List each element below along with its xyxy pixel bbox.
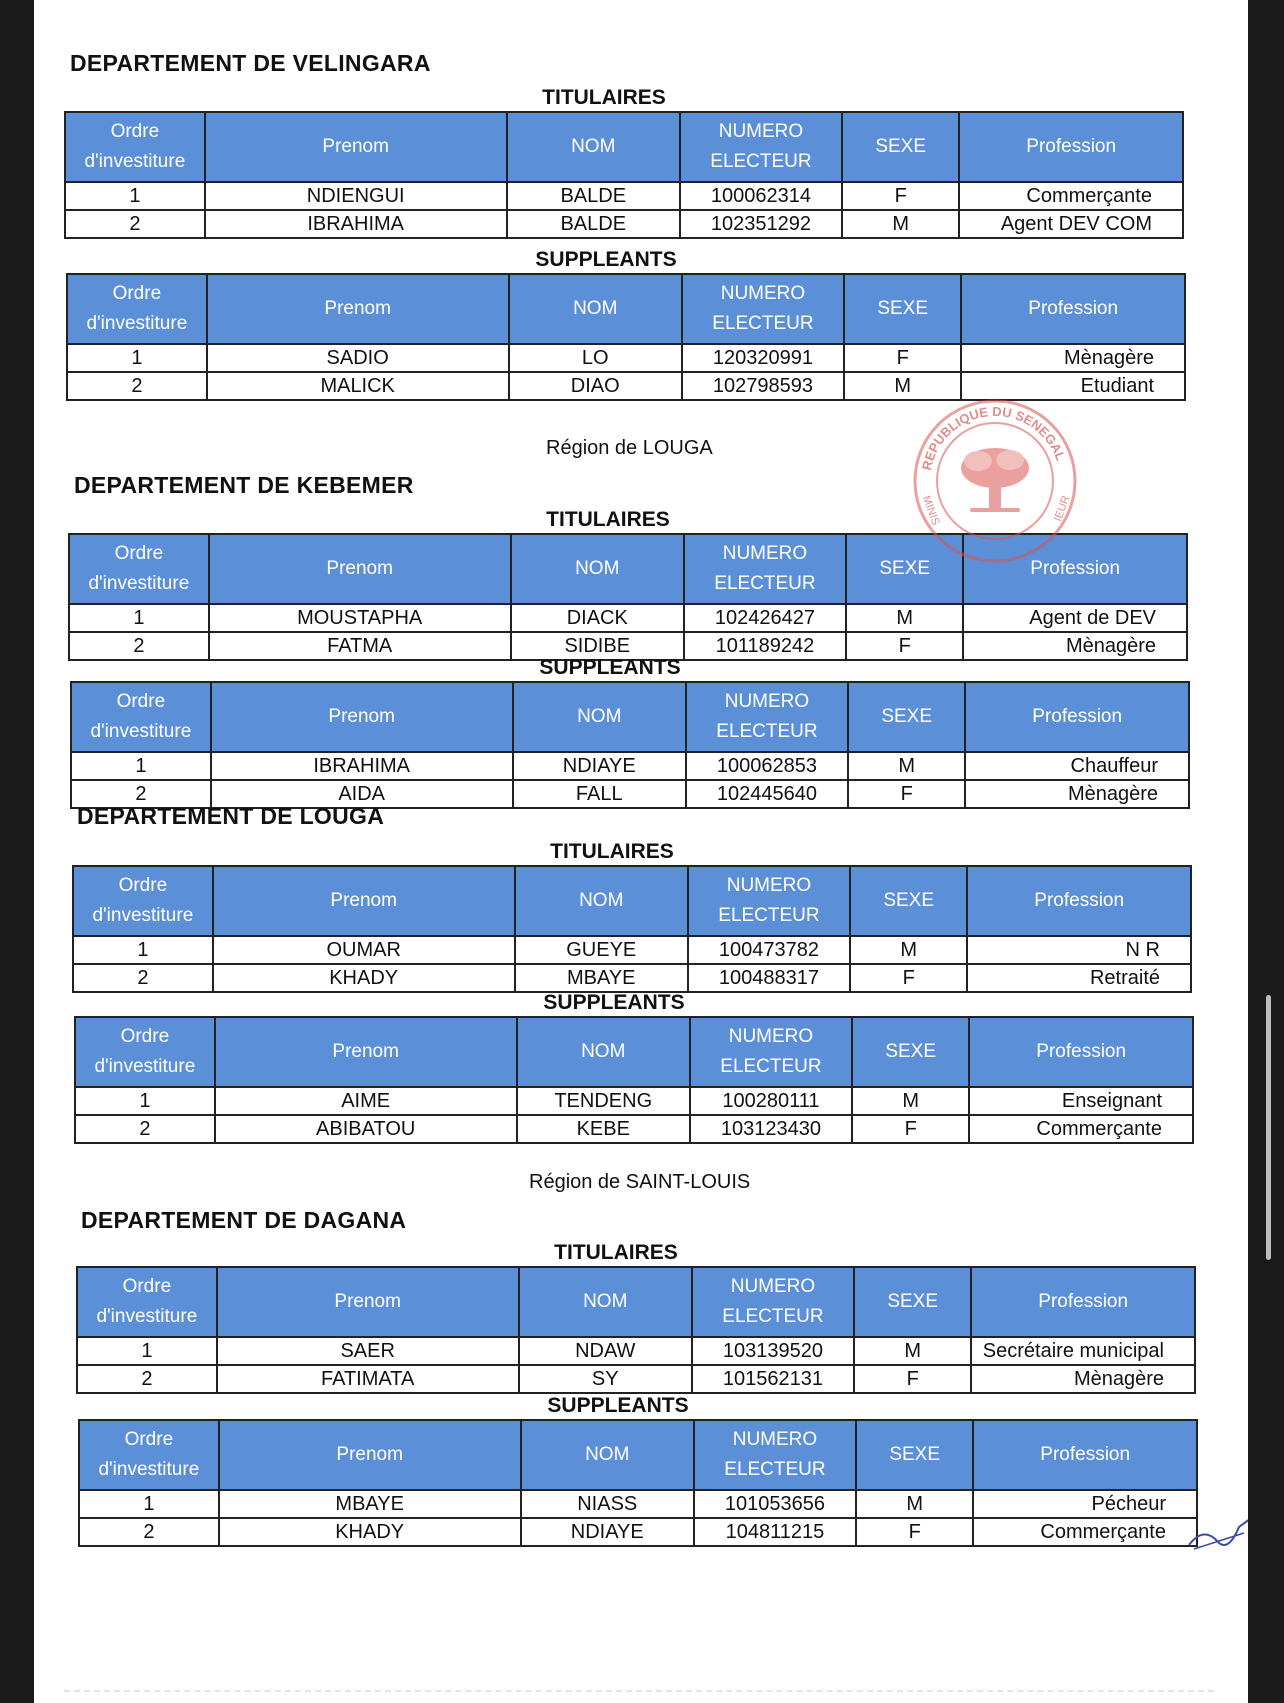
cell-numero-electeur: 102798593 (682, 372, 844, 400)
cell-numero-electeur: 101053656 (694, 1490, 856, 1518)
department-title: DEPARTEMENT DE VELINGARA (70, 50, 431, 76)
cell-nom: NDIAYE (513, 752, 686, 780)
cell-profession: Mènagère (965, 780, 1189, 808)
cell-profession: N R (967, 936, 1191, 964)
table-header-row (65, 112, 1183, 182)
header-prenom: Prenom (211, 682, 513, 752)
cell-prenom: AIDA (211, 780, 513, 808)
cell-prenom: SAER (217, 1337, 519, 1365)
page-bottom-rule (64, 1690, 1214, 1692)
titulaires-caption: TITULAIRES (542, 86, 666, 109)
suppleants-block (78, 1393, 1198, 1547)
cell-sexe: M (846, 604, 963, 632)
titulaires-block (64, 85, 1184, 239)
header-numero-electeur: NUMERO ELECTEUR (684, 534, 846, 604)
header-profession: Profession (965, 682, 1189, 752)
titulaires-table (76, 1266, 1196, 1394)
header-prenom: Prenom (215, 1017, 517, 1087)
cell-ordre: 2 (75, 1115, 215, 1143)
cell-sexe: F (842, 182, 959, 210)
cell-numero-electeur: 120320991 (682, 344, 844, 372)
cell-sexe: M (844, 372, 961, 400)
cell-nom: LO (509, 344, 682, 372)
header-nom: NOM (521, 1420, 694, 1490)
header-nom: NOM (511, 534, 684, 604)
cell-nom: NDAW (519, 1337, 692, 1365)
cell-prenom: KHADY (213, 964, 515, 992)
cell-prenom: FATMA (209, 632, 511, 660)
cell-numero-electeur: 102351292 (680, 210, 842, 238)
header-ordre: Ordre d'investiture (79, 1420, 219, 1490)
cell-sexe: F (856, 1518, 973, 1546)
suppleants-block (66, 247, 1186, 401)
cell-ordre: 1 (67, 344, 207, 372)
header-ordre: Ordre d'investiture (73, 866, 213, 936)
titulaires-block (72, 839, 1192, 993)
cell-ordre: 1 (69, 604, 209, 632)
official-stamp (910, 396, 1080, 566)
suppleants-table (66, 273, 1186, 401)
header-profession: Profession (963, 534, 1187, 604)
stamp-text-right: IEUR (1052, 494, 1073, 524)
header-sexe: SEXE (852, 1017, 969, 1087)
cell-sexe: M (848, 752, 965, 780)
cell-nom: DIAO (509, 372, 682, 400)
cell-nom: NIASS (521, 1490, 694, 1518)
header-nom: NOM (517, 1017, 690, 1087)
cell-ordre: 1 (73, 936, 213, 964)
cell-ordre: 1 (65, 182, 205, 210)
cell-numero-electeur: 100473782 (688, 936, 850, 964)
header-profession: Profession (959, 112, 1183, 182)
cell-profession: Mènagère (961, 344, 1185, 372)
cell-prenom: ABIBATOU (215, 1115, 517, 1143)
header-profession: Profession (961, 274, 1185, 344)
suppleants-table (78, 1419, 1198, 1547)
cell-profession: Agent DEV COM (959, 210, 1183, 238)
table-row (75, 1087, 1193, 1115)
region-title: Région de SAINT-LOUIS (529, 1171, 751, 1193)
suppleants-table (74, 1016, 1194, 1144)
header-ordre: Ordre d'investiture (69, 534, 209, 604)
cell-profession: Retraité (967, 964, 1191, 992)
header-sexe: SEXE (854, 1267, 971, 1337)
cell-profession: Agent de DEV (963, 604, 1187, 632)
header-numero-electeur: NUMERO ELECTEUR (694, 1420, 856, 1490)
cell-nom: BALDE (507, 182, 680, 210)
table-row (65, 210, 1183, 238)
cell-profession: Commerçante (973, 1518, 1197, 1546)
document-page (34, 0, 1248, 1703)
cell-sexe: F (848, 780, 965, 808)
header-numero-electeur: NUMERO ELECTEUR (680, 112, 842, 182)
suppleants-block (70, 655, 1190, 809)
cell-numero-electeur: 100062853 (686, 752, 848, 780)
cell-profession: Commerçante (959, 182, 1183, 210)
cell-prenom: KHADY (219, 1518, 521, 1546)
cell-ordre: 2 (67, 372, 207, 400)
table-row (79, 1518, 1197, 1546)
header-sexe: SEXE (844, 274, 961, 344)
cell-prenom: FATIMATA (217, 1365, 519, 1393)
table-row (67, 344, 1185, 372)
header-numero-electeur: NUMERO ELECTEUR (690, 1017, 852, 1087)
cell-sexe: F (846, 632, 963, 660)
cell-numero-electeur: 104811215 (694, 1518, 856, 1546)
table-header-row (67, 274, 1185, 344)
cell-ordre: 2 (77, 1365, 217, 1393)
table-header-row (77, 1267, 1195, 1337)
cell-sexe: F (850, 964, 967, 992)
titulaires-caption: TITULAIRES (550, 840, 674, 863)
header-sexe: SEXE (842, 112, 959, 182)
cell-sexe: F (852, 1115, 969, 1143)
titulaires-table (72, 865, 1192, 993)
header-ordre: Ordre d'investiture (65, 112, 205, 182)
table-header-row (71, 682, 1189, 752)
header-ordre: Ordre d'investiture (77, 1267, 217, 1337)
cell-numero-electeur: 103123430 (690, 1115, 852, 1143)
titulaires-caption: TITULAIRES (546, 508, 670, 531)
cell-prenom: AIME (215, 1087, 517, 1115)
header-ordre: Ordre d'investiture (71, 682, 211, 752)
header-prenom: Prenom (219, 1420, 521, 1490)
header-profession: Profession (969, 1017, 1193, 1087)
signature-mark (1184, 1505, 1248, 1555)
header-nom: NOM (519, 1267, 692, 1337)
stamp-text-left: MINIS (919, 494, 942, 527)
table-row (77, 1365, 1195, 1393)
header-nom: NOM (513, 682, 686, 752)
header-sexe: SEXE (850, 866, 967, 936)
cell-numero-electeur: 103139520 (692, 1337, 854, 1365)
cell-profession: Pécheur (973, 1490, 1197, 1518)
cell-nom: TENDENG (517, 1087, 690, 1115)
titulaires-caption: TITULAIRES (554, 1241, 678, 1264)
header-profession: Profession (973, 1420, 1197, 1490)
cell-sexe: F (844, 344, 961, 372)
cell-nom: NDIAYE (521, 1518, 694, 1546)
department-title: DEPARTEMENT DE DAGANA (81, 1207, 407, 1233)
cell-profession: Etudiant (961, 372, 1185, 400)
header-prenom: Prenom (213, 866, 515, 936)
cell-nom: DIACK (511, 604, 684, 632)
cell-sexe: M (850, 936, 967, 964)
cell-nom: SIDIBE (511, 632, 684, 660)
department-title: DEPARTEMENT DE KEBEMER (74, 472, 414, 498)
cell-nom: GUEYE (515, 936, 688, 964)
table-header-row (73, 866, 1191, 936)
titulaires-block (76, 1240, 1196, 1394)
cell-nom: SY (519, 1365, 692, 1393)
header-nom: NOM (509, 274, 682, 344)
cell-ordre: 1 (75, 1087, 215, 1115)
cell-prenom: NDIENGUI (205, 182, 507, 210)
cell-numero-electeur: 102445640 (686, 780, 848, 808)
header-profession: Profession (967, 866, 1191, 936)
cell-sexe: M (856, 1490, 973, 1518)
cell-prenom: MBAYE (219, 1490, 521, 1518)
header-ordre: Ordre d'investiture (75, 1017, 215, 1087)
table-row (79, 1490, 1197, 1518)
table-row (65, 182, 1183, 210)
cell-prenom: IBRAHIMA (211, 752, 513, 780)
cell-profession: Secrétaire municipal (971, 1337, 1195, 1365)
cell-prenom: MALICK (207, 372, 509, 400)
cell-nom: KEBE (517, 1115, 690, 1143)
cell-prenom: IBRAHIMA (205, 210, 507, 238)
header-prenom: Prenom (217, 1267, 519, 1337)
cell-sexe: F (854, 1365, 971, 1393)
header-sexe: SEXE (848, 682, 965, 752)
cell-sexe: M (852, 1087, 969, 1115)
cell-numero-electeur: 102426427 (684, 604, 846, 632)
cell-sexe: M (854, 1337, 971, 1365)
cell-prenom: OUMAR (213, 936, 515, 964)
cell-numero-electeur: 101562131 (692, 1365, 854, 1393)
header-sexe: SEXE (846, 534, 963, 604)
vertical-scrollbar[interactable] (1266, 995, 1271, 1260)
table-row (71, 752, 1189, 780)
header-profession: Profession (971, 1267, 1195, 1337)
suppleants-table (70, 681, 1190, 809)
header-nom: NOM (515, 866, 688, 936)
table-row (75, 1115, 1193, 1143)
region-title: Région de LOUGA (546, 437, 713, 459)
cell-ordre: 1 (77, 1337, 217, 1365)
cell-profession: Commerçante (969, 1115, 1193, 1143)
header-prenom: Prenom (207, 274, 509, 344)
suppleants-caption: SUPPLEANTS (539, 656, 681, 679)
cell-prenom: SADIO (207, 344, 509, 372)
cell-ordre: 2 (71, 780, 211, 808)
table-header-row (75, 1017, 1193, 1087)
suppleants-block (74, 990, 1194, 1144)
header-prenom: Prenom (209, 534, 511, 604)
cell-ordre: 2 (79, 1518, 219, 1546)
table-header-row (79, 1420, 1197, 1490)
baobab-tree-icon (961, 448, 1029, 512)
header-sexe: SEXE (856, 1420, 973, 1490)
header-numero-electeur: NUMERO ELECTEUR (688, 866, 850, 936)
cell-numero-electeur: 100488317 (688, 964, 850, 992)
header-nom: NOM (507, 112, 680, 182)
cell-ordre: 1 (71, 752, 211, 780)
cell-ordre: 2 (73, 964, 213, 992)
cell-profession: Mènagère (963, 632, 1187, 660)
cell-numero-electeur: 101189242 (684, 632, 846, 660)
cell-nom: MBAYE (515, 964, 688, 992)
suppleants-caption: SUPPLEANTS (547, 1394, 689, 1417)
cell-sexe: M (842, 210, 959, 238)
cell-profession: Enseignant (969, 1087, 1193, 1115)
stamp-text-top: REPUBLIQUE DU SENEGAL (918, 403, 1069, 472)
cell-profession: Chauffeur (965, 752, 1189, 780)
suppleants-caption: SUPPLEANTS (535, 248, 677, 271)
header-numero-electeur: NUMERO ELECTEUR (682, 274, 844, 344)
header-numero-electeur: NUMERO ELECTEUR (686, 682, 848, 752)
table-row (77, 1337, 1195, 1365)
cell-nom: FALL (513, 780, 686, 808)
cell-ordre: 2 (69, 632, 209, 660)
header-prenom: Prenom (205, 112, 507, 182)
table-row (69, 604, 1187, 632)
cell-ordre: 2 (65, 210, 205, 238)
department-title: DEPARTEMENT DE LOUGA (77, 803, 385, 829)
titulaires-table (64, 111, 1184, 239)
suppleants-caption: SUPPLEANTS (543, 991, 685, 1014)
header-numero-electeur: NUMERO ELECTEUR (692, 1267, 854, 1337)
table-row (73, 936, 1191, 964)
cell-nom: BALDE (507, 210, 680, 238)
cell-prenom: MOUSTAPHA (209, 604, 511, 632)
cell-profession: Mènagère (971, 1365, 1195, 1393)
cell-numero-electeur: 100280111 (690, 1087, 852, 1115)
header-ordre: Ordre d'investiture (67, 274, 207, 344)
cell-numero-electeur: 100062314 (680, 182, 842, 210)
cell-ordre: 1 (79, 1490, 219, 1518)
table-row (73, 964, 1191, 992)
